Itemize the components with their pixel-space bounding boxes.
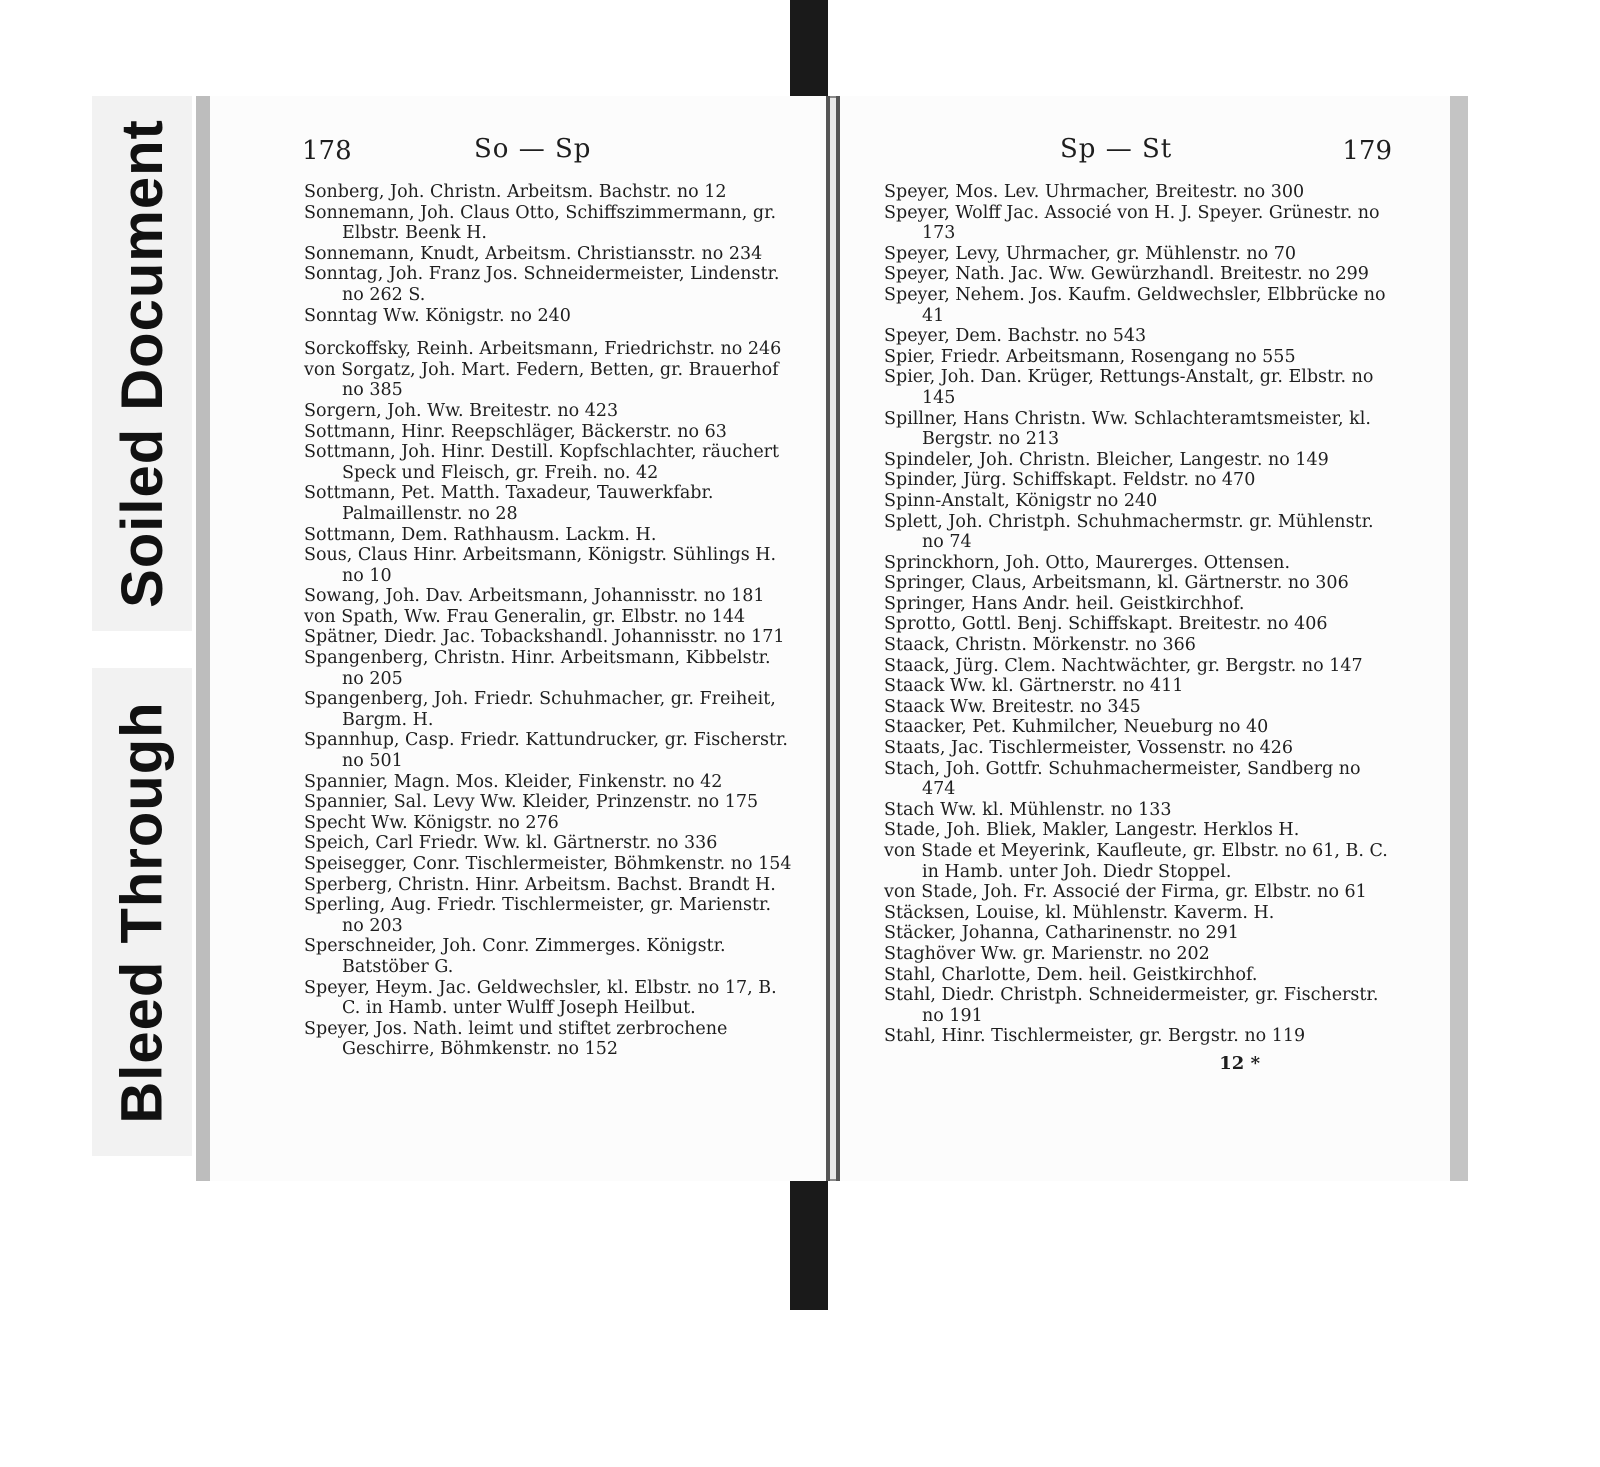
directory-entry: Staacker, Pet. Kuhmilcher, Neueburg no 40 <box>884 717 1269 738</box>
directory-entry: Speisegger, Conr. Tischlermeister, Böhmkenstr. no 154 <box>304 854 792 874</box>
directory-entry: Springer, Hans Andr. heil. Geistkirchhof. <box>884 593 1245 614</box>
directory-entry: von Stade et Meyerink, Kaufleute, gr. Elbstr. no 61, B. C. in Hamb. unter Joh. Diedr Stoppel. <box>884 841 1388 882</box>
directory-entry: Staack, Christn. Mörkenstr. no 366 <box>884 635 1196 656</box>
directory-entry: Speyer, Levy, Uhrmacher, gr. Mühlenstr. no 70 <box>884 243 1296 264</box>
directory-entry: Spillner, Hans Christn. Ww. Schlachteramtsmeister, kl. Bergstr. no 213 <box>884 408 1371 450</box>
directory-entry: von Sorgatz, Joh. Mart. Federn, Betten, gr. Brauerhof no 385 <box>304 359 779 401</box>
directory-entry: Spindeler, Joh. Christn. Bleicher, Langestr. no 149 <box>884 449 1329 470</box>
directory-entry: Speyer, Mos. Lev. Uhrmacher, Breitestr. no 300 <box>884 182 1305 202</box>
directory-entry: Speyer, Nehem. Jos. Kaufm. Geldwechsler, Elbbrücke no 41 <box>884 284 1386 326</box>
directory-entry: Spannier, Magn. Mos. Kleider, Finkenstr. no 42 <box>304 771 723 792</box>
directory-entry: Springer, Claus, Arbeitsmann, kl. Gärtnerstr. no 306 <box>884 573 1349 594</box>
directory-entry: Sottmann, Pet. Matth. Taxadeur, Tauwerkfabr. Palmaillenstr. no 28 <box>304 483 714 524</box>
directory-entry: Spier, Friedr. Arbeitsmann, Rosengang no 555 <box>884 346 1296 367</box>
directory-entry: Spinn-Anstalt, Königstr no 240 <box>884 490 1158 511</box>
directory-entry: Staghöver Ww. gr. Marienstr. no 202 <box>884 943 1210 964</box>
directory-entry: Staack Ww. Breitestr. no 345 <box>884 696 1141 717</box>
directory-entry: Speich, Carl Friedr. Ww. kl. Gärtnerstr. no 336 <box>304 833 718 854</box>
directory-entry: Sowang, Joh. Dav. Arbeitsmann, Johannisstr. no 181 <box>304 586 765 607</box>
directory-entry: Sperschneider, Joh. Conr. Zimmerges. Königstr. Batstöber G. <box>304 936 726 977</box>
directory-entry: Stahl, Diedr. Christph. Schneidermeister, gr. Fischerstr. no 191 <box>884 985 1379 1026</box>
right-page <box>836 96 1468 1181</box>
left-page-number: 178 <box>302 136 352 166</box>
directory-entry: Sonntag, Joh. Franz Jos. Schneidermeister, Lindenstr. no 262 S. <box>304 264 780 305</box>
directory-entry: Speyer, Wolff Jac. Associé von H. J. Speyer. Grünestr. no 173 <box>884 202 1380 244</box>
directory-entry: Staack Ww. kl. Gärtnerstr. no 411 <box>884 676 1184 697</box>
directory-entry: Spannier, Sal. Levy Ww. Kleider, Prinzenstr. no 175 <box>304 792 759 813</box>
directory-entry: Spier, Joh. Dan. Krüger, Rettungs-Anstalt, gr. Elbstr. no 145 <box>884 367 1374 408</box>
directory-entry: Speyer, Dem. Bachstr. no 543 <box>884 326 1147 347</box>
directory-entry: Staack, Jürg. Clem. Nachtwächter, gr. Bergstr. no 147 <box>884 655 1363 676</box>
directory-entry: Sonntag Ww. Königstr. no 240 <box>304 305 571 326</box>
directory-entry: Spannhup, Casp. Friedr. Kattundrucker, gr. Fischerstr. no 501 <box>304 730 788 772</box>
directory-entry: Sperling, Aug. Friedr. Tischlermeister, gr. Marienstr. no 203 <box>304 895 772 936</box>
label-bleed-through-text: Bleed Through <box>109 700 175 1124</box>
binder-bar-bottom <box>790 1160 828 1310</box>
directory-entry: Stach, Joh. Gottfr. Schuhmachermeister, Sandberg no 474 <box>884 758 1361 800</box>
label-bleed-through <box>92 668 192 1156</box>
signature-mark: 12 * <box>1219 1052 1260 1074</box>
directory-entry: Sonnemann, Joh. Claus Otto, Schiffszimmermann, gr. Elbstr. Beenk H. <box>304 202 777 244</box>
directory-entry: von Spath, Ww. Frau Generalin, gr. Elbstr. no 144 <box>304 606 746 627</box>
left-guide-words: So — Sp <box>474 134 592 164</box>
directory-entry: Sprotto, Gottl. Benj. Schiffskapt. Breitestr. no 406 <box>884 614 1328 635</box>
directory-entry: Staats, Jac. Tischlermeister, Vossenstr. no 426 <box>884 738 1294 759</box>
directory-entry: Sorckoffsky, Reinh. Arbeitsmann, Friedrichstr. no 246 <box>304 339 782 360</box>
directory-entry: von Stade, Joh. Fr. Associé der Firma, gr. Elbstr. no 61 <box>884 882 1367 903</box>
directory-entry: Specht Ww. Königstr. no 276 <box>304 812 559 833</box>
directory-entry: Stach Ww. kl. Mühlenstr. no 133 <box>884 799 1172 820</box>
directory-entry: Sous, Claus Hinr. Arbeitsmann, Königstr. Sühlings H. no 10 <box>304 545 777 586</box>
directory-entry: Stahl, Hinr. Tischlermeister, gr. Bergstr. no 119 <box>884 1026 1306 1047</box>
label-soiled-document <box>92 96 192 631</box>
directory-entry: Splett, Joh. Christph. Schuhmachermstr. gr. Mühlenstr. no 74 <box>884 511 1374 553</box>
directory-entry: Sprinckhorn, Joh. Otto, Maurerges. Ottensen. <box>884 552 1291 573</box>
directory-entry: Sperberg, Christn. Hinr. Arbeitsm. Bachst. Brandt H. <box>304 874 776 895</box>
directory-entry: Spinder, Jürg. Schiffskapt. Feldstr. no 470 <box>884 470 1256 491</box>
directory-entry: Spätner, Diedr. Jac. Tobackshandl. Johannisstr. no 171 <box>304 627 785 648</box>
directory-entry: Stahl, Charlotte, Dem. heil. Geistkirchhof. <box>884 964 1258 985</box>
directory-entry: Speyer, Jos. Nath. leimt und stiftet zerbrochene Geschirre, Böhmkenstr. no 152 <box>304 1018 728 1060</box>
right-page-number: 179 <box>1342 136 1392 166</box>
directory-entry: Sottmann, Dem. Rathhausm. Lackm. H. <box>304 524 657 545</box>
left-page-header <box>304 132 796 182</box>
right-guide-words: Sp — St <box>1060 134 1173 164</box>
open-book <box>196 96 1468 1181</box>
directory-entry: Speyer, Nath. Jac. Ww. Gewürzhandl. Breitestr. no 299 <box>884 264 1369 285</box>
left-entry-list <box>304 182 796 1060</box>
directory-entry: Speyer, Heym. Jac. Geldwechsler, kl. Elbstr. no 17, B. C. in Hamb. unter Wulff Joseph Heilbut. <box>304 977 777 1019</box>
directory-entry: Spangenberg, Joh. Friedr. Schuhmacher, gr. Freiheit, Bargm. H. <box>304 689 776 730</box>
directory-entry: Stade, Joh. Bliek, Makler, Langestr. Herklos H. <box>884 820 1300 841</box>
directory-entry: Stäcker, Johanna, Catharinenstr. no 291 <box>884 923 1239 944</box>
directory-entry: Sonberg, Joh. Christn. Arbeitsm. Bachstr. no 12 <box>304 182 727 202</box>
right-entry-list <box>884 182 1390 1047</box>
directory-entry: Sottmann, Joh. Hinr. Destill. Kopfschlachter, räuchert Speck und Fleisch, gr. Freih. no. 42 <box>304 442 780 483</box>
directory-entry: Sottmann, Hinr. Reepschläger, Bäckerstr. no 63 <box>304 421 727 442</box>
right-page-header <box>884 132 1390 182</box>
left-page <box>196 96 830 1181</box>
directory-entry: Sonnemann, Knudt, Arbeitsm. Christiansstr. no 234 <box>304 243 763 264</box>
directory-entry: Spangenberg, Christn. Hinr. Arbeitsmann, Kibbelstr. no 205 <box>304 648 771 689</box>
directory-entry: Stäcksen, Louise, kl. Mühlenstr. Kaverm. H. <box>884 902 1275 923</box>
label-soiled-document-text: Soiled Document <box>109 119 175 608</box>
directory-entry: Sorgern, Joh. Ww. Breitestr. no 423 <box>304 400 619 421</box>
